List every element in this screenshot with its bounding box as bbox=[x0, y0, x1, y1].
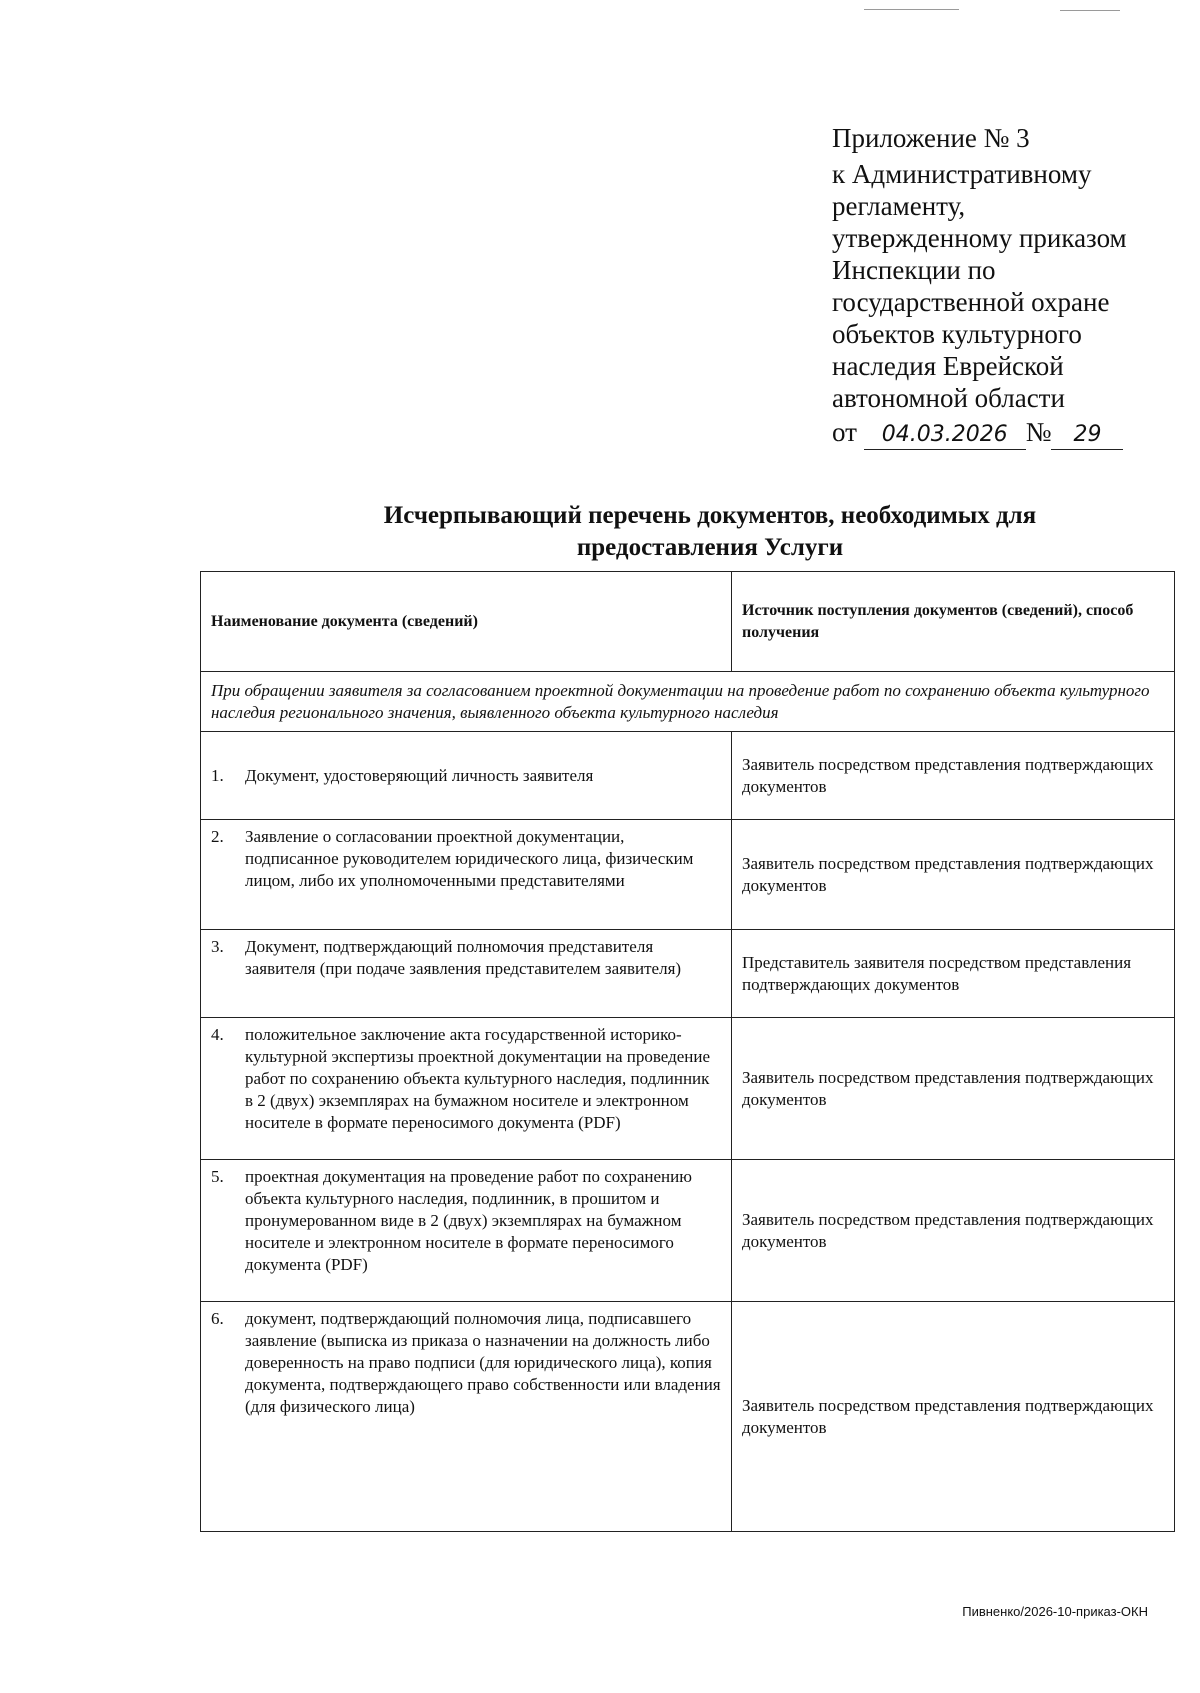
appendix-line: объектов культурного bbox=[832, 319, 1082, 349]
doc-name: Документ, удостоверяющий личность заявителя bbox=[245, 765, 594, 785]
doc-source: Заявитель посредством представления подтверждающих документов bbox=[732, 820, 1175, 930]
appendix-line: к Административному bbox=[832, 159, 1092, 189]
table-row bbox=[201, 732, 1175, 820]
doc-name: Документ, подтверждающий полномочия представителя заявителя (при подаче заявления представителем заявителя) bbox=[245, 937, 682, 978]
table-row bbox=[201, 930, 1175, 1018]
header-source: Источник поступления документов (сведений), способ получения bbox=[732, 572, 1175, 672]
appendix-line: регламенту, bbox=[832, 191, 966, 221]
doc-name-cell bbox=[201, 1018, 732, 1160]
row-number: 6. bbox=[211, 1309, 224, 1328]
section-caption: При обращении заявителя за согласованием проектной документации на проведение работ по сохранению объекта культурного наследия регионального значения, выявленного объекта культурного наследия bbox=[201, 672, 1175, 732]
doc-source: Заявитель посредством представления подтверждающих документов bbox=[732, 1302, 1175, 1532]
handwritten-date: 04.03.2026 bbox=[864, 421, 1026, 450]
number-label: № bbox=[1025, 417, 1052, 447]
doc-name: документ, подтверждающий полномочия лица, подписавшего заявление (выписка из приказа о назначении на должность либо доверенность на право подписи (для юридического лица), копия документа, подтверждающего право собственности или владения (для физического лица) bbox=[245, 1309, 721, 1416]
appendix-header bbox=[832, 122, 1172, 450]
documents-table bbox=[200, 571, 1175, 1532]
table-row bbox=[201, 1160, 1175, 1302]
order-reference bbox=[832, 416, 1172, 450]
appendix-line: утвержденному приказом bbox=[832, 223, 1127, 253]
doc-name: положительное заключение акта государственной историко-культурной экспертизы проектной документации на проведение работ по сохранению объекта культурного наследия, подлинник в 2 (двух) экземплярах на бумажном носителе и электронном носителе в формате переносимого документа (PDF) bbox=[245, 1025, 711, 1132]
scan-artifact bbox=[1060, 10, 1120, 11]
section-row bbox=[201, 672, 1175, 732]
doc-source: Представитель заявителя посредством представления подтверждающих документов bbox=[732, 930, 1175, 1018]
document-footer: Пивненко/2026-10-приказ-ОКН bbox=[962, 1604, 1148, 1619]
title-line: предоставления Услуги bbox=[576, 534, 844, 561]
doc-name-cell bbox=[201, 732, 732, 820]
row-number: 2. bbox=[211, 827, 224, 846]
doc-name: Заявление о согласовании проектной документации, подписанное руководителем юридического лица, физическим лицом, либо их уполномоченными представителями bbox=[245, 827, 694, 890]
scan-artifact bbox=[864, 9, 959, 10]
document-title bbox=[300, 500, 1120, 564]
title-line: Исчерпывающий перечень документов, необходимых для bbox=[383, 502, 1037, 529]
header-name: Наименование документа (сведений) bbox=[201, 572, 732, 672]
doc-name-cell bbox=[201, 1302, 732, 1532]
appendix-line: Приложение № 3 bbox=[832, 123, 1030, 153]
table-header-row bbox=[201, 572, 1175, 672]
handwritten-number: 29 bbox=[1051, 421, 1123, 450]
row-number: 3. bbox=[211, 937, 224, 956]
doc-source: Заявитель посредством представления подтверждающих документов bbox=[732, 732, 1175, 820]
appendix-line: Инспекции по bbox=[832, 255, 996, 285]
row-number: 5. bbox=[211, 1167, 224, 1186]
doc-source: Заявитель посредством представления подтверждающих документов bbox=[732, 1018, 1175, 1160]
doc-name-cell bbox=[201, 930, 732, 1018]
from-label: от bbox=[832, 417, 857, 447]
table-row bbox=[201, 820, 1175, 930]
table-row bbox=[201, 1018, 1175, 1160]
table-row bbox=[201, 1302, 1175, 1532]
appendix-line: государственной охране bbox=[832, 287, 1110, 317]
appendix-line: наследия Еврейской bbox=[832, 351, 1064, 381]
row-number: 4. bbox=[211, 1025, 224, 1044]
doc-name: проектная документация на проведение работ по сохранению объекта культурного наследия, подлинник, в прошитом и пронумерованном виде в 2 (двух) экземплярах на бумажном носителе и электронном носителе в формате переносимого документа (PDF) bbox=[245, 1167, 692, 1274]
doc-source: Заявитель посредством представления подтверждающих документов bbox=[732, 1160, 1175, 1302]
doc-name-cell bbox=[201, 820, 732, 930]
appendix-line: автономной области bbox=[832, 383, 1065, 413]
row-number: 1. bbox=[211, 765, 224, 785]
doc-name-cell bbox=[201, 1160, 732, 1302]
